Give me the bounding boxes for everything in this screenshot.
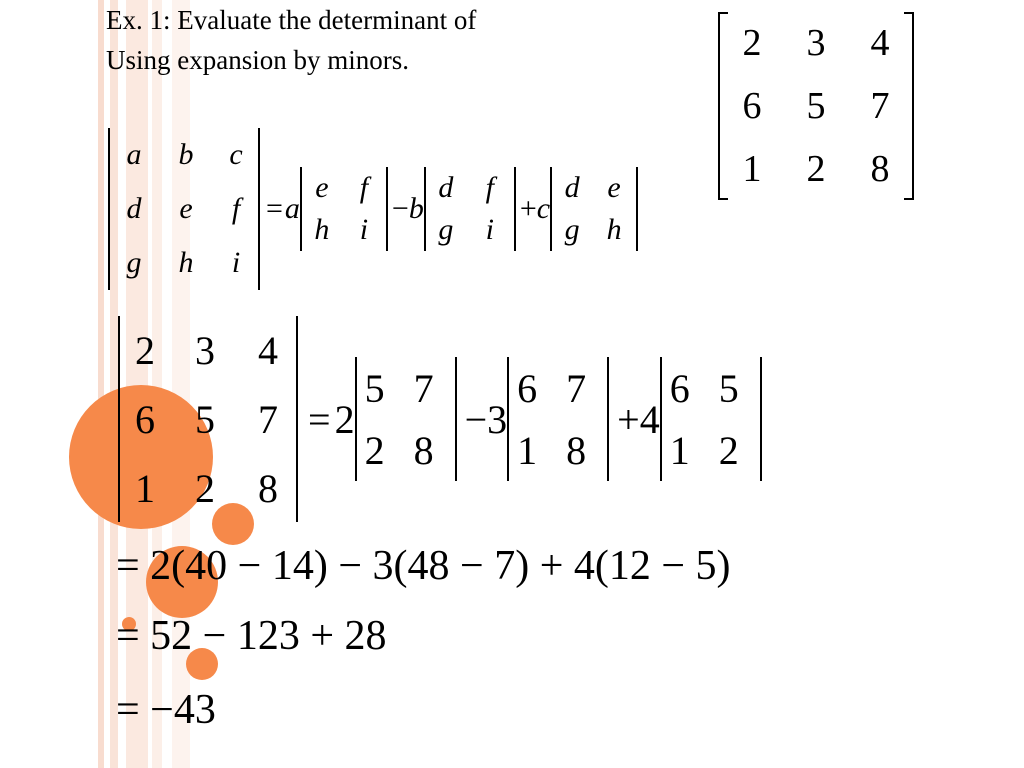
minor-cell: f (359, 171, 369, 204)
minus-sign: − (464, 396, 488, 442)
minus-sign: − (391, 192, 409, 225)
given-matrix (718, 12, 914, 200)
det-cell: i (231, 246, 241, 279)
minor-cell: f (485, 171, 495, 204)
worked-minor-2 (507, 357, 609, 481)
equals-sign: = (266, 192, 283, 225)
det-cell: e (179, 192, 193, 225)
plus-sign: + (519, 192, 537, 225)
minor-cell: 7 (566, 365, 587, 411)
det-cell: g (126, 246, 142, 279)
minor-cell: i (485, 213, 495, 246)
matrix-cell: 2 (742, 22, 762, 64)
det-cell: 8 (258, 465, 278, 511)
minor-cell: d (438, 171, 454, 204)
matrix-cell: 2 (806, 148, 826, 190)
minor-cell: 7 (413, 365, 434, 411)
matrix-cell: 4 (870, 22, 890, 64)
minor-cell: 8 (566, 427, 587, 473)
det-cell: 6 (135, 396, 155, 442)
det-cell: 4 (258, 327, 278, 373)
minor-cell: g (564, 213, 580, 246)
matrix-cell: 6 (742, 85, 762, 127)
coefficient-4: 4 (639, 396, 660, 442)
equals-sign: = (308, 396, 331, 442)
minor-cell: 6 (669, 365, 690, 411)
minor-cell: 5 (364, 365, 385, 411)
worked-minor-1 (355, 357, 457, 481)
left-stripe-1 (98, 0, 104, 768)
matrix-cell: 1 (742, 148, 762, 190)
step-line-3: = −43 (116, 687, 216, 733)
det-cell: 1 (135, 465, 155, 511)
coefficient-2: 2 (334, 396, 355, 442)
plus-sign: + (617, 396, 640, 442)
general-determinant (108, 128, 260, 290)
worked-minor-3 (660, 357, 762, 481)
minor-cell: i (359, 213, 369, 246)
coefficient-3: 3 (487, 396, 508, 442)
det-cell: 2 (135, 327, 155, 373)
det-cell: 2 (195, 465, 215, 511)
minor-cell: 2 (364, 427, 385, 473)
det-cell: 5 (195, 396, 215, 442)
det-cell: b (178, 138, 194, 171)
det-cell: c (229, 138, 243, 171)
general-formula (108, 128, 638, 290)
coefficient-a: a (284, 192, 300, 225)
coefficient-b: b (408, 192, 424, 225)
det-cell: 3 (195, 327, 215, 373)
det-cell: d (126, 192, 142, 225)
matrix-cell: 8 (870, 148, 890, 190)
worked-expansion (118, 316, 762, 522)
title-line-2: Using expansion by minors. (106, 45, 409, 75)
minor-cell: 2 (718, 427, 739, 473)
det-cell: h (178, 246, 194, 279)
minor-cell: g (438, 213, 454, 246)
minor-cell: d (564, 171, 580, 204)
det-cell: f (231, 192, 241, 225)
step-line-1: = 2(40 − 14) − 3(48 − 7) + 4(12 − 5) (116, 543, 731, 589)
minor-1 (300, 167, 388, 251)
minor-cell: h (606, 213, 622, 246)
matrix-cell: 3 (806, 22, 826, 64)
minor-cell: 6 (517, 365, 538, 411)
worked-determinant (118, 316, 298, 522)
minor-cell: h (314, 213, 330, 246)
minor-3 (550, 167, 638, 251)
minor-cell: 8 (413, 427, 434, 473)
coefficient-c: c (536, 192, 551, 225)
title-line-1: Ex. 1: Evaluate the determinant of (106, 5, 477, 35)
det-cell: a (126, 138, 142, 171)
minor-cell: 1 (669, 427, 690, 473)
matrix-cell: 7 (870, 85, 890, 127)
minor-cell: 5 (718, 365, 739, 411)
minor-cell: e (315, 171, 329, 204)
minor-cell: e (607, 171, 621, 204)
minor-2 (424, 167, 516, 251)
step-line-2: = 52 − 123 + 28 (116, 613, 387, 659)
det-cell: 7 (258, 396, 278, 442)
minor-cell: 1 (517, 427, 538, 473)
matrix-cell: 5 (806, 85, 826, 127)
